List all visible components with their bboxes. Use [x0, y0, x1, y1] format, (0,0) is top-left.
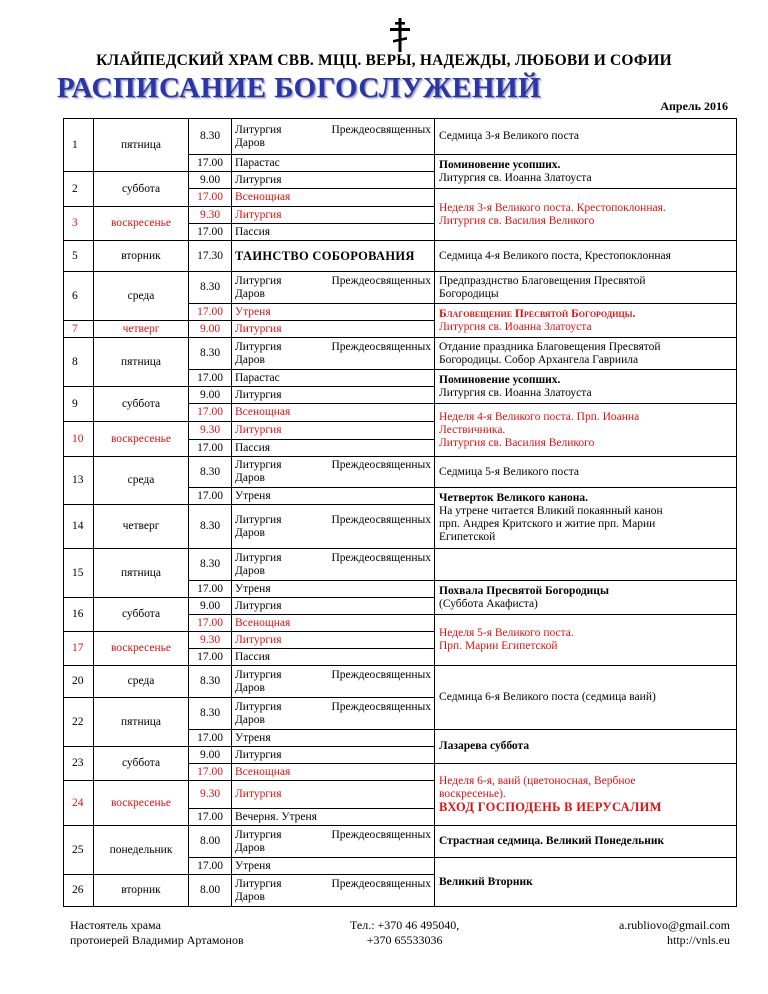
service-time: 17.00: [189, 224, 232, 241]
day-weekday: пятница: [94, 119, 189, 172]
service-name: Пассия: [232, 440, 435, 457]
service-time: 17.00: [189, 304, 232, 321]
service-time: 17.00: [189, 858, 232, 875]
service-time: 8.30: [189, 338, 232, 370]
day-weekday: четверг: [94, 505, 189, 549]
service-time: 9.30: [189, 781, 232, 809]
day-date: 3: [64, 207, 94, 241]
day-date: 10: [64, 422, 94, 457]
service-time: 8.30: [189, 549, 232, 581]
table-row: [64, 338, 737, 370]
service-name: Пассия: [232, 649, 435, 666]
day-date: 7: [64, 321, 94, 338]
service-time: 8.30: [189, 698, 232, 730]
website-link[interactable]: http://vnls.eu: [667, 933, 730, 947]
table-row: [64, 241, 737, 272]
day-weekday: воскресенье: [94, 207, 189, 241]
church-name: КЛАЙПЕДСКИЙ ХРАМ СВВ. МЦЦ. ВЕРЫ, НАДЕЖДЫ, ЛЮБОВИ И СОФИИ: [96, 52, 672, 69]
day-note: Неделя 6-я, ваий (цветоносная, Вербное воскресенье). ВХОД ГОСПОДЕНЬ В ИЕРУСАЛИМ: [435, 764, 737, 826]
service-time: 17.00: [189, 764, 232, 781]
service-time: 8.30: [189, 272, 232, 304]
table-row: [64, 549, 737, 581]
service-time: 17.30: [189, 241, 232, 272]
service-time: 17.00: [189, 615, 232, 632]
page-title: РАСПИСАНИЕ БОГОСЛУЖЕНИЙ: [57, 72, 542, 104]
service-time: 8.00: [189, 826, 232, 858]
day-note: Седмица 3-я Великого поста: [435, 119, 737, 155]
email-link[interactable]: a.rubliovo@gmail.com: [618, 918, 730, 932]
service-time: 9.00: [189, 321, 232, 338]
service-time: 9.30: [189, 632, 232, 649]
service-name: Литургия Преждеосвященных Даров: [232, 666, 435, 698]
day-note: Благовещение Пресвятой Богородицы. Литургия св. Иоанна Златоуста: [435, 304, 737, 338]
service-name: Пассия: [232, 224, 435, 241]
day-date: 20: [64, 666, 94, 698]
day-date: 22: [64, 698, 94, 747]
day-weekday: суббота: [94, 598, 189, 632]
service-time: 9.00: [189, 598, 232, 615]
day-note: Четверток Великого канона. На утрене читается Вликий покаянный канон прп. Андрея Критского и житие прп. Марии Египетской: [435, 488, 737, 549]
day-date: 2: [64, 172, 94, 207]
service-name: Литургия Преждеосвященных Даров: [232, 875, 435, 907]
service-name: Парастас: [232, 155, 435, 172]
service-name: Литургия Преждеосвященных Даров: [232, 549, 435, 581]
service-time: 17.00: [189, 370, 232, 387]
contact-info: [619, 918, 730, 948]
day-date: 9: [64, 387, 94, 422]
service-time: 9.00: [189, 747, 232, 764]
service-name: Вечерня. Утреня: [232, 809, 435, 826]
day-note: Предпразднство Благовещения Пресвятой Богородицы: [435, 272, 737, 304]
service-name: Всенощная: [232, 615, 435, 632]
day-date: 25: [64, 826, 94, 875]
day-note: Великий Вторник: [435, 858, 737, 907]
service-time: 17.00: [189, 404, 232, 422]
service-name: Литургия: [232, 207, 435, 224]
day-weekday: среда: [94, 666, 189, 698]
service-name: Литургия: [232, 172, 435, 189]
service-name: Парастас: [232, 370, 435, 387]
service-time: 9.30: [189, 422, 232, 440]
service-name: Литургия Преждеосвященных Даров: [232, 826, 435, 858]
service-name: Литургия Преждеосвященных Даров: [232, 338, 435, 370]
table-row: [64, 457, 737, 488]
day-date: 24: [64, 781, 94, 826]
day-note: Неделя 5-я Великого поста. Прп. Марии Египетской: [435, 615, 737, 666]
schedule-table: [63, 118, 737, 907]
day-date: 23: [64, 747, 94, 781]
service-time: 8.30: [189, 505, 232, 549]
day-date: 15: [64, 549, 94, 598]
day-weekday: воскресенье: [94, 632, 189, 666]
rector-info: [70, 918, 244, 948]
day-note: Поминовение усопших. Литургия св. Иоанна Златоуста: [435, 155, 737, 189]
service-name: Всенощная: [232, 404, 435, 422]
service-time: 17.00: [189, 440, 232, 457]
orthodox-cross-icon: [388, 18, 412, 52]
day-date: 16: [64, 598, 94, 632]
service-name: Литургия Преждеосвященных Даров: [232, 457, 435, 488]
service-time: 17.00: [189, 155, 232, 172]
service-name: Литургия: [232, 422, 435, 440]
service-name: Утреня: [232, 581, 435, 598]
service-name: Литургия Преждеосвященных Даров: [232, 505, 435, 549]
service-name: ТАИНСТВО СОБОРОВАНИЯ: [232, 241, 435, 272]
service-name: Литургия Преждеосвященных Даров: [232, 119, 435, 155]
day-weekday: четверг: [94, 321, 189, 338]
service-time: 9.00: [189, 172, 232, 189]
day-date: 6: [64, 272, 94, 321]
service-time: 17.00: [189, 809, 232, 826]
service-time: 9.00: [189, 387, 232, 404]
service-name: Литургия: [232, 387, 435, 404]
table-row: [64, 272, 737, 304]
service-name: Всенощная: [232, 764, 435, 781]
day-note: Седмица 6-я Великого поста (седмица ваий): [435, 666, 737, 730]
service-name: Утреня: [232, 730, 435, 747]
day-weekday: понедельник: [94, 826, 189, 875]
day-note: Неделя 4-я Великого поста. Прп. Иоанна Лествичника. Литургия св. Василия Великого: [435, 404, 737, 457]
day-note: Похвала Пресвятой Богородицы (Суббота Акафиста): [435, 581, 737, 615]
day-note: Отдание праздника Благовещения Пресвятой Богородицы. Собор Архангела Гавриила: [435, 338, 737, 370]
day-weekday: суббота: [94, 747, 189, 781]
service-time: 8.00: [189, 875, 232, 907]
day-weekday: пятница: [94, 698, 189, 747]
day-weekday: среда: [94, 272, 189, 321]
day-weekday: воскресенье: [94, 781, 189, 826]
day-note: Страстная седмица. Великий Понедельник: [435, 826, 737, 858]
service-name: Литургия: [232, 321, 435, 338]
day-weekday: среда: [94, 457, 189, 505]
day-note: Седмица 5-я Великого поста: [435, 457, 737, 488]
service-name: Утреня: [232, 304, 435, 321]
service-name: Утреня: [232, 488, 435, 505]
service-time: 8.30: [189, 457, 232, 488]
service-name: Утреня: [232, 858, 435, 875]
day-note: Неделя 3-я Великого поста. Крестопоклонная. Литургия св. Василия Великого: [435, 189, 737, 241]
phone-info: [350, 918, 459, 948]
service-time: 17.00: [189, 189, 232, 207]
day-date: 13: [64, 457, 94, 505]
schedule-month: Апрель 2016: [660, 99, 728, 113]
service-name: Литургия: [232, 781, 435, 809]
service-time: 17.00: [189, 649, 232, 666]
phone-secondary: +370 65533036: [366, 933, 443, 947]
service-name: Литургия Преждеосвященных Даров: [232, 698, 435, 730]
day-date: 26: [64, 875, 94, 907]
rector-title: Настоятель храма: [70, 918, 161, 932]
day-weekday: пятница: [94, 549, 189, 598]
day-weekday: воскресенье: [94, 422, 189, 457]
phone-primary: Тел.: +370 46 495040,: [350, 918, 460, 932]
day-note-empty: [435, 549, 737, 581]
service-name: Литургия: [232, 598, 435, 615]
day-weekday: суббота: [94, 387, 189, 422]
day-note: Лазарева суббота: [435, 730, 737, 764]
service-time: 17.00: [189, 730, 232, 747]
day-weekday: вторник: [94, 875, 189, 907]
day-date: 8: [64, 338, 94, 387]
table-row: [64, 119, 737, 155]
service-time: 17.00: [189, 581, 232, 598]
service-time: 17.00: [189, 488, 232, 505]
service-name: Всенощная: [232, 189, 435, 207]
day-note: Поминовение усопших. Литургия св. Иоанна Златоуста: [435, 370, 737, 404]
table-row: [64, 826, 737, 858]
day-date: 5: [64, 241, 94, 272]
rector-name: протоиерей Владимир Артамонов: [70, 933, 244, 947]
day-date: 17: [64, 632, 94, 666]
table-row: [64, 666, 737, 698]
day-note: Седмица 4-я Великого поста, Крестопоклонная: [435, 241, 737, 272]
service-time: 8.30: [189, 666, 232, 698]
service-time: 9.30: [189, 207, 232, 224]
day-date: 1: [64, 119, 94, 172]
day-weekday: вторник: [94, 241, 189, 272]
day-weekday: пятница: [94, 338, 189, 387]
day-weekday: суббота: [94, 172, 189, 207]
service-name: Литургия: [232, 632, 435, 649]
day-date: 14: [64, 505, 94, 549]
service-name: Литургия Преждеосвященных Даров: [232, 272, 435, 304]
service-time: 8.30: [189, 119, 232, 155]
service-name: Литургия: [232, 747, 435, 764]
